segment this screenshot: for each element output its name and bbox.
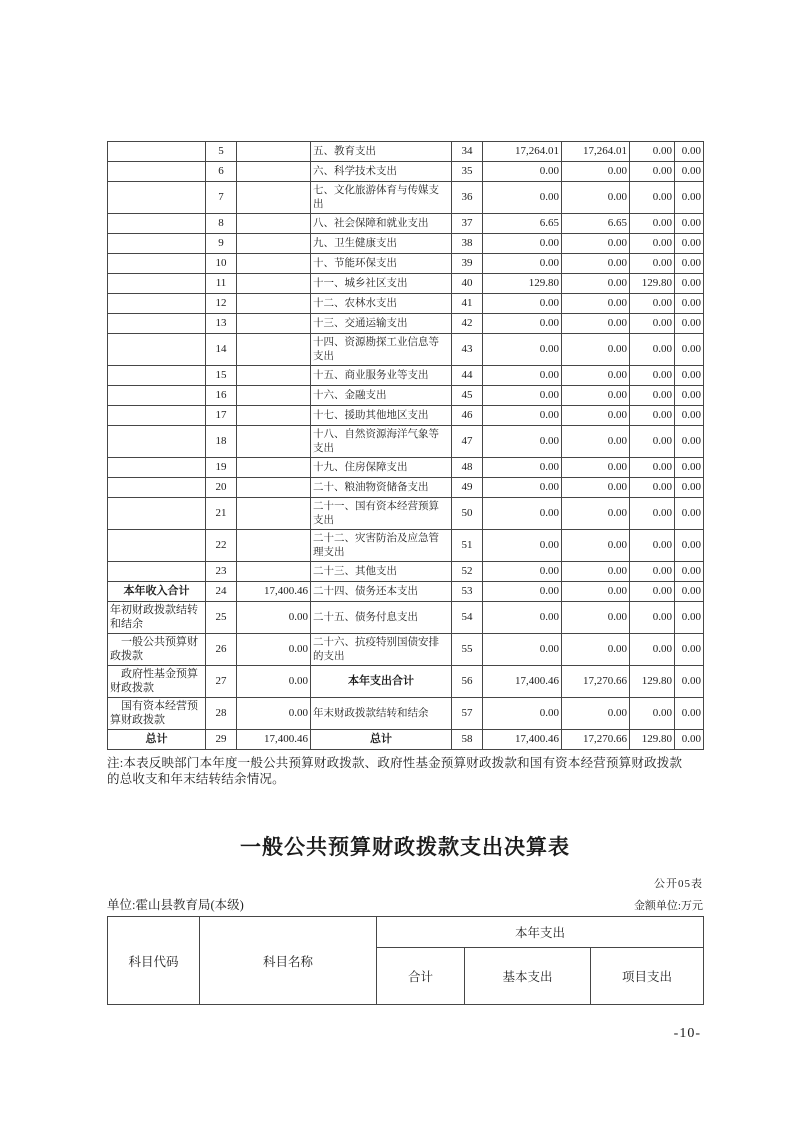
left-amount-cell: 0.00 <box>237 666 311 698</box>
left-item-label-cell <box>108 142 206 162</box>
amount-cell-state-capital: 0.00 <box>675 730 704 750</box>
amount-cell-state-capital: 0.00 <box>675 562 704 582</box>
right-item-label-cell: 五、教育支出 <box>311 142 452 162</box>
left-item-label-cell <box>108 334 206 366</box>
table-row <box>108 162 704 182</box>
table-row <box>108 314 704 334</box>
amount-cell-total: 0.00 <box>483 498 562 530</box>
amount-cell-state-capital: 0.00 <box>675 426 704 458</box>
amount-cell-gov-fund: 129.80 <box>630 666 675 698</box>
right-item-label-cell: 十九、住房保障支出 <box>311 458 452 478</box>
left-amount-cell <box>237 530 311 562</box>
amount-cell-general-budget: 0.00 <box>562 582 630 602</box>
table-row <box>108 214 704 234</box>
left-line-number-cell: 14 <box>206 334 237 366</box>
left-amount-cell <box>237 366 311 386</box>
amount-cell-gov-fund: 0.00 <box>630 234 675 254</box>
right-item-label-cell: 十、节能环保支出 <box>311 254 452 274</box>
left-item-label-cell: 总计 <box>108 730 206 750</box>
amount-cell-gov-fund: 0.00 <box>630 478 675 498</box>
amount-cell-state-capital: 0.00 <box>675 666 704 698</box>
header-project-expenditure: 项目支出 <box>591 948 704 1005</box>
amount-cell-general-budget: 0.00 <box>562 478 630 498</box>
table-row <box>108 274 704 294</box>
right-line-number-cell: 45 <box>452 386 483 406</box>
right-item-label-cell: 七、文化旅游体育与传媒支出 <box>311 182 452 214</box>
amount-cell-general-budget: 0.00 <box>562 698 630 730</box>
left-item-label-cell: 一般公共预算财政拨款 <box>108 634 206 666</box>
amount-cell-total: 0.00 <box>483 602 562 634</box>
right-line-number-cell: 56 <box>452 666 483 698</box>
left-line-number-cell: 27 <box>206 666 237 698</box>
amount-cell-general-budget: 6.65 <box>562 214 630 234</box>
left-line-number-cell: 23 <box>206 562 237 582</box>
amount-cell-general-budget: 0.00 <box>562 562 630 582</box>
amount-cell-gov-fund: 129.80 <box>630 730 675 750</box>
left-line-number-cell: 22 <box>206 530 237 562</box>
left-line-number-cell: 6 <box>206 162 237 182</box>
table-row <box>108 334 704 366</box>
amount-cell-state-capital: 0.00 <box>675 182 704 214</box>
right-item-label-cell: 年末财政拨款结转和结余 <box>311 698 452 730</box>
amount-cell-general-budget: 17,270.66 <box>562 666 630 698</box>
left-item-label-cell <box>108 406 206 426</box>
amount-cell-total: 17,400.46 <box>483 666 562 698</box>
amount-cell-gov-fund: 0.00 <box>630 162 675 182</box>
right-item-label-cell: 十四、资源勘探工业信息等支出 <box>311 334 452 366</box>
table-row <box>108 666 704 698</box>
amount-cell-state-capital: 0.00 <box>675 406 704 426</box>
right-line-number-cell: 38 <box>452 234 483 254</box>
amount-cell-state-capital: 0.00 <box>675 142 704 162</box>
right-line-number-cell: 53 <box>452 582 483 602</box>
amount-cell-state-capital: 0.00 <box>675 530 704 562</box>
left-line-number-cell: 18 <box>206 426 237 458</box>
amount-cell-state-capital: 0.00 <box>675 334 704 366</box>
right-item-label-cell: 二十四、债务还本支出 <box>311 582 452 602</box>
left-amount-cell <box>237 234 311 254</box>
amount-cell-gov-fund: 0.00 <box>630 214 675 234</box>
right-item-label-cell: 二十六、抗疫特别国债安排的支出 <box>311 634 452 666</box>
amount-cell-general-budget: 0.00 <box>562 274 630 294</box>
page-title: 一般公共预算财政拨款支出决算表 <box>240 836 570 859</box>
table-row <box>108 182 704 214</box>
left-item-label-cell <box>108 254 206 274</box>
right-line-number-cell: 40 <box>452 274 483 294</box>
left-amount-cell <box>237 274 311 294</box>
table-row <box>108 530 704 562</box>
amount-cell-total: 0.00 <box>483 386 562 406</box>
amount-cell-gov-fund: 0.00 <box>630 426 675 458</box>
footnote-line-1: 注:本表反映部门本年度一般公共预算财政拨款、政府性基金预算财政拨款和国有资本经营预算财政拨款 <box>107 756 683 770</box>
amount-cell-total: 6.65 <box>483 214 562 234</box>
amount-cell-total: 129.80 <box>483 274 562 294</box>
amount-cell-gov-fund: 0.00 <box>630 698 675 730</box>
amount-cell-gov-fund: 0.00 <box>630 458 675 478</box>
table-row <box>108 366 704 386</box>
left-amount-cell <box>237 406 311 426</box>
right-line-number-cell: 51 <box>452 530 483 562</box>
amount-cell-total: 0.00 <box>483 530 562 562</box>
right-item-label-cell: 八、社会保障和就业支出 <box>311 214 452 234</box>
left-amount-cell <box>237 498 311 530</box>
amount-cell-total: 0.00 <box>483 582 562 602</box>
left-item-label-cell <box>108 498 206 530</box>
table-row <box>108 730 704 750</box>
left-line-number-cell: 11 <box>206 274 237 294</box>
right-line-number-cell: 35 <box>452 162 483 182</box>
amount-cell-total: 0.00 <box>483 234 562 254</box>
left-amount-cell <box>237 182 311 214</box>
right-line-number-cell: 36 <box>452 182 483 214</box>
amount-cell-state-capital: 0.00 <box>675 254 704 274</box>
amount-cell-total: 0.00 <box>483 562 562 582</box>
header-current-year-expenditure: 本年支出 <box>377 917 704 948</box>
amount-cell-total: 0.00 <box>483 698 562 730</box>
table-row <box>108 234 704 254</box>
amount-cell-general-budget: 0.00 <box>562 182 630 214</box>
left-item-label-cell <box>108 214 206 234</box>
right-item-label-cell: 十三、交通运输支出 <box>311 314 452 334</box>
right-item-label-cell: 二十三、其他支出 <box>311 562 452 582</box>
amount-cell-gov-fund: 0.00 <box>630 634 675 666</box>
table-row <box>108 142 704 162</box>
left-line-number-cell: 28 <box>206 698 237 730</box>
amount-cell-general-budget: 0.00 <box>562 498 630 530</box>
amount-cell-state-capital: 0.00 <box>675 162 704 182</box>
left-item-label-cell <box>108 234 206 254</box>
right-item-label-cell: 本年支出合计 <box>311 666 452 698</box>
right-line-number-cell: 58 <box>452 730 483 750</box>
table-row <box>108 406 704 426</box>
header-subject-name: 科目名称 <box>200 917 377 1005</box>
table-row <box>108 582 704 602</box>
left-line-number-cell: 24 <box>206 582 237 602</box>
left-item-label-cell <box>108 366 206 386</box>
amount-cell-general-budget: 0.00 <box>562 426 630 458</box>
amount-cell-general-budget: 0.00 <box>562 458 630 478</box>
summary-table-body <box>108 142 704 750</box>
header-subject-code: 科目代码 <box>108 917 200 1005</box>
amount-cell-total: 0.00 <box>483 314 562 334</box>
amount-cell-state-capital: 0.00 <box>675 478 704 498</box>
unit-label: 单位:霍山县教育局(本级) <box>107 898 244 912</box>
left-item-label-cell: 国有资本经营预算财政拨款 <box>108 698 206 730</box>
left-item-label-cell <box>108 274 206 294</box>
amount-cell-general-budget: 0.00 <box>562 234 630 254</box>
right-line-number-cell: 54 <box>452 602 483 634</box>
table-row <box>108 917 704 948</box>
amount-cell-total: 0.00 <box>483 254 562 274</box>
page-content <box>107 141 703 1042</box>
table-row <box>108 602 704 634</box>
right-line-number-cell: 49 <box>452 478 483 498</box>
amount-cell-total: 0.00 <box>483 366 562 386</box>
amount-cell-gov-fund: 0.00 <box>630 254 675 274</box>
amount-cell-general-budget: 0.00 <box>562 254 630 274</box>
amount-cell-gov-fund: 0.00 <box>630 530 675 562</box>
left-line-number-cell: 29 <box>206 730 237 750</box>
right-line-number-cell: 46 <box>452 406 483 426</box>
amount-cell-gov-fund: 0.00 <box>630 406 675 426</box>
right-item-label-cell: 二十五、债务付息支出 <box>311 602 452 634</box>
left-amount-cell <box>237 334 311 366</box>
amount-cell-state-capital: 0.00 <box>675 366 704 386</box>
amount-cell-gov-fund: 129.80 <box>630 274 675 294</box>
right-item-label-cell: 十八、自然资源海洋气象等支出 <box>311 426 452 458</box>
amount-cell-gov-fund: 0.00 <box>630 562 675 582</box>
amount-cell-gov-fund: 0.00 <box>630 498 675 530</box>
amount-cell-state-capital: 0.00 <box>675 602 704 634</box>
right-line-number-cell: 41 <box>452 294 483 314</box>
table-row <box>108 634 704 666</box>
left-amount-cell <box>237 142 311 162</box>
amount-cell-general-budget: 0.00 <box>562 314 630 334</box>
left-line-number-cell: 16 <box>206 386 237 406</box>
right-item-label-cell: 二十、粮油物资储备支出 <box>311 478 452 498</box>
left-item-label-cell <box>108 386 206 406</box>
table-row <box>108 562 704 582</box>
left-amount-cell <box>237 478 311 498</box>
table-row <box>108 458 704 478</box>
left-amount-cell <box>237 254 311 274</box>
header-basic-expenditure: 基本支出 <box>465 948 591 1005</box>
left-item-label-cell: 本年收入合计 <box>108 582 206 602</box>
amount-cell-gov-fund: 0.00 <box>630 366 675 386</box>
left-amount-cell: 0.00 <box>237 698 311 730</box>
right-line-number-cell: 39 <box>452 254 483 274</box>
right-line-number-cell: 55 <box>452 634 483 666</box>
left-line-number-cell: 17 <box>206 406 237 426</box>
left-amount-cell <box>237 426 311 458</box>
amount-cell-general-budget: 17,264.01 <box>562 142 630 162</box>
right-line-number-cell: 42 <box>452 314 483 334</box>
table-row <box>108 294 704 314</box>
amount-cell-general-budget: 17,270.66 <box>562 730 630 750</box>
left-amount-cell: 0.00 <box>237 634 311 666</box>
left-item-label-cell <box>108 294 206 314</box>
left-amount-cell: 17,400.46 <box>237 582 311 602</box>
left-line-number-cell: 9 <box>206 234 237 254</box>
amount-cell-general-budget: 0.00 <box>562 366 630 386</box>
amount-cell-general-budget: 0.00 <box>562 530 630 562</box>
left-amount-cell: 17,400.46 <box>237 730 311 750</box>
amount-cell-gov-fund: 0.00 <box>630 602 675 634</box>
amount-cell-state-capital: 0.00 <box>675 386 704 406</box>
amount-cell-total: 0.00 <box>483 458 562 478</box>
left-amount-cell <box>237 386 311 406</box>
left-line-number-cell: 10 <box>206 254 237 274</box>
right-line-number-cell: 50 <box>452 498 483 530</box>
amount-cell-general-budget: 0.00 <box>562 162 630 182</box>
left-item-label-cell <box>108 182 206 214</box>
left-line-number-cell: 8 <box>206 214 237 234</box>
amount-cell-total: 17,264.01 <box>483 142 562 162</box>
left-amount-cell <box>237 562 311 582</box>
amount-cell-state-capital: 0.00 <box>675 274 704 294</box>
page-number: -10- <box>673 1026 701 1041</box>
left-amount-cell <box>237 294 311 314</box>
right-line-number-cell: 52 <box>452 562 483 582</box>
left-line-number-cell: 12 <box>206 294 237 314</box>
amount-cell-general-budget: 0.00 <box>562 294 630 314</box>
table-row <box>108 426 704 458</box>
amount-cell-state-capital: 0.00 <box>675 458 704 478</box>
amount-cell-general-budget: 0.00 <box>562 406 630 426</box>
meta-row <box>107 895 703 913</box>
amount-cell-gov-fund: 0.00 <box>630 182 675 214</box>
left-line-number-cell: 15 <box>206 366 237 386</box>
amount-cell-gov-fund: 0.00 <box>630 294 675 314</box>
header-total: 合计 <box>377 948 465 1005</box>
right-item-label-cell: 二十一、国有资本经营预算支出 <box>311 498 452 530</box>
table-row <box>108 498 704 530</box>
amount-cell-state-capital: 0.00 <box>675 314 704 334</box>
left-line-number-cell: 7 <box>206 182 237 214</box>
expenditure-table <box>107 916 704 1005</box>
amount-cell-state-capital: 0.00 <box>675 698 704 730</box>
left-item-label-cell <box>108 314 206 334</box>
right-item-label-cell: 六、科学技术支出 <box>311 162 452 182</box>
amount-cell-total: 0.00 <box>483 182 562 214</box>
amount-cell-total: 0.00 <box>483 634 562 666</box>
table-row <box>108 698 704 730</box>
amount-cell-total: 0.00 <box>483 478 562 498</box>
table-row <box>108 386 704 406</box>
amount-cell-general-budget: 0.00 <box>562 602 630 634</box>
right-line-number-cell: 47 <box>452 426 483 458</box>
amount-cell-general-budget: 0.00 <box>562 634 630 666</box>
amount-cell-general-budget: 0.00 <box>562 334 630 366</box>
left-item-label-cell <box>108 562 206 582</box>
right-item-label-cell: 九、卫生健康支出 <box>311 234 452 254</box>
left-amount-cell <box>237 162 311 182</box>
amount-cell-total: 0.00 <box>483 426 562 458</box>
right-item-label-cell: 十一、城乡社区支出 <box>311 274 452 294</box>
right-line-number-cell: 57 <box>452 698 483 730</box>
amount-cell-state-capital: 0.00 <box>675 294 704 314</box>
table-row <box>108 254 704 274</box>
left-line-number-cell: 5 <box>206 142 237 162</box>
left-line-number-cell: 19 <box>206 458 237 478</box>
right-line-number-cell: 48 <box>452 458 483 478</box>
footnote <box>107 755 703 787</box>
amount-cell-total: 0.00 <box>483 334 562 366</box>
left-line-number-cell: 26 <box>206 634 237 666</box>
right-line-number-cell: 37 <box>452 214 483 234</box>
amount-cell-total: 17,400.46 <box>483 730 562 750</box>
amount-cell-state-capital: 0.00 <box>675 582 704 602</box>
left-line-number-cell: 21 <box>206 498 237 530</box>
left-line-number-cell: 20 <box>206 478 237 498</box>
amount-cell-gov-fund: 0.00 <box>630 386 675 406</box>
right-item-label-cell: 二十二、灾害防治及应急管理支出 <box>311 530 452 562</box>
amount-cell-state-capital: 0.00 <box>675 214 704 234</box>
amount-cell-gov-fund: 0.00 <box>630 314 675 334</box>
left-item-label-cell <box>108 530 206 562</box>
left-line-number-cell: 13 <box>206 314 237 334</box>
amount-cell-total: 0.00 <box>483 406 562 426</box>
amount-cell-gov-fund: 0.00 <box>630 582 675 602</box>
left-amount-cell <box>237 458 311 478</box>
amount-cell-gov-fund: 0.00 <box>630 142 675 162</box>
table-row <box>108 478 704 498</box>
left-item-label-cell <box>108 426 206 458</box>
right-line-number-cell: 34 <box>452 142 483 162</box>
footnote-line-2: 的总收支和年末结转结余情况。 <box>107 772 285 786</box>
right-item-label-cell: 十六、金融支出 <box>311 386 452 406</box>
left-item-label-cell <box>108 478 206 498</box>
amount-cell-state-capital: 0.00 <box>675 234 704 254</box>
amount-cell-state-capital: 0.00 <box>675 634 704 666</box>
left-item-label-cell <box>108 162 206 182</box>
right-item-label-cell: 十五、商业服务业等支出 <box>311 366 452 386</box>
right-item-label-cell: 总计 <box>311 730 452 750</box>
left-item-label-cell: 年初财政拨款结转和结余 <box>108 602 206 634</box>
amount-cell-total: 0.00 <box>483 294 562 314</box>
right-item-label-cell: 十七、援助其他地区支出 <box>311 406 452 426</box>
right-line-number-cell: 44 <box>452 366 483 386</box>
right-item-label-cell: 十二、农林水支出 <box>311 294 452 314</box>
left-item-label-cell <box>108 458 206 478</box>
amount-unit-label: 金额单位:万元 <box>633 900 703 912</box>
left-line-number-cell: 25 <box>206 602 237 634</box>
amount-cell-total: 0.00 <box>483 162 562 182</box>
left-item-label-cell: 政府性基金预算财政拨款 <box>108 666 206 698</box>
amount-cell-general-budget: 0.00 <box>562 386 630 406</box>
amount-cell-gov-fund: 0.00 <box>630 334 675 366</box>
left-amount-cell: 0.00 <box>237 602 311 634</box>
table-code-label: 公开05表 <box>654 878 703 890</box>
left-amount-cell <box>237 314 311 334</box>
amount-cell-state-capital: 0.00 <box>675 498 704 530</box>
left-amount-cell <box>237 214 311 234</box>
summary-table <box>107 141 704 750</box>
right-line-number-cell: 43 <box>452 334 483 366</box>
